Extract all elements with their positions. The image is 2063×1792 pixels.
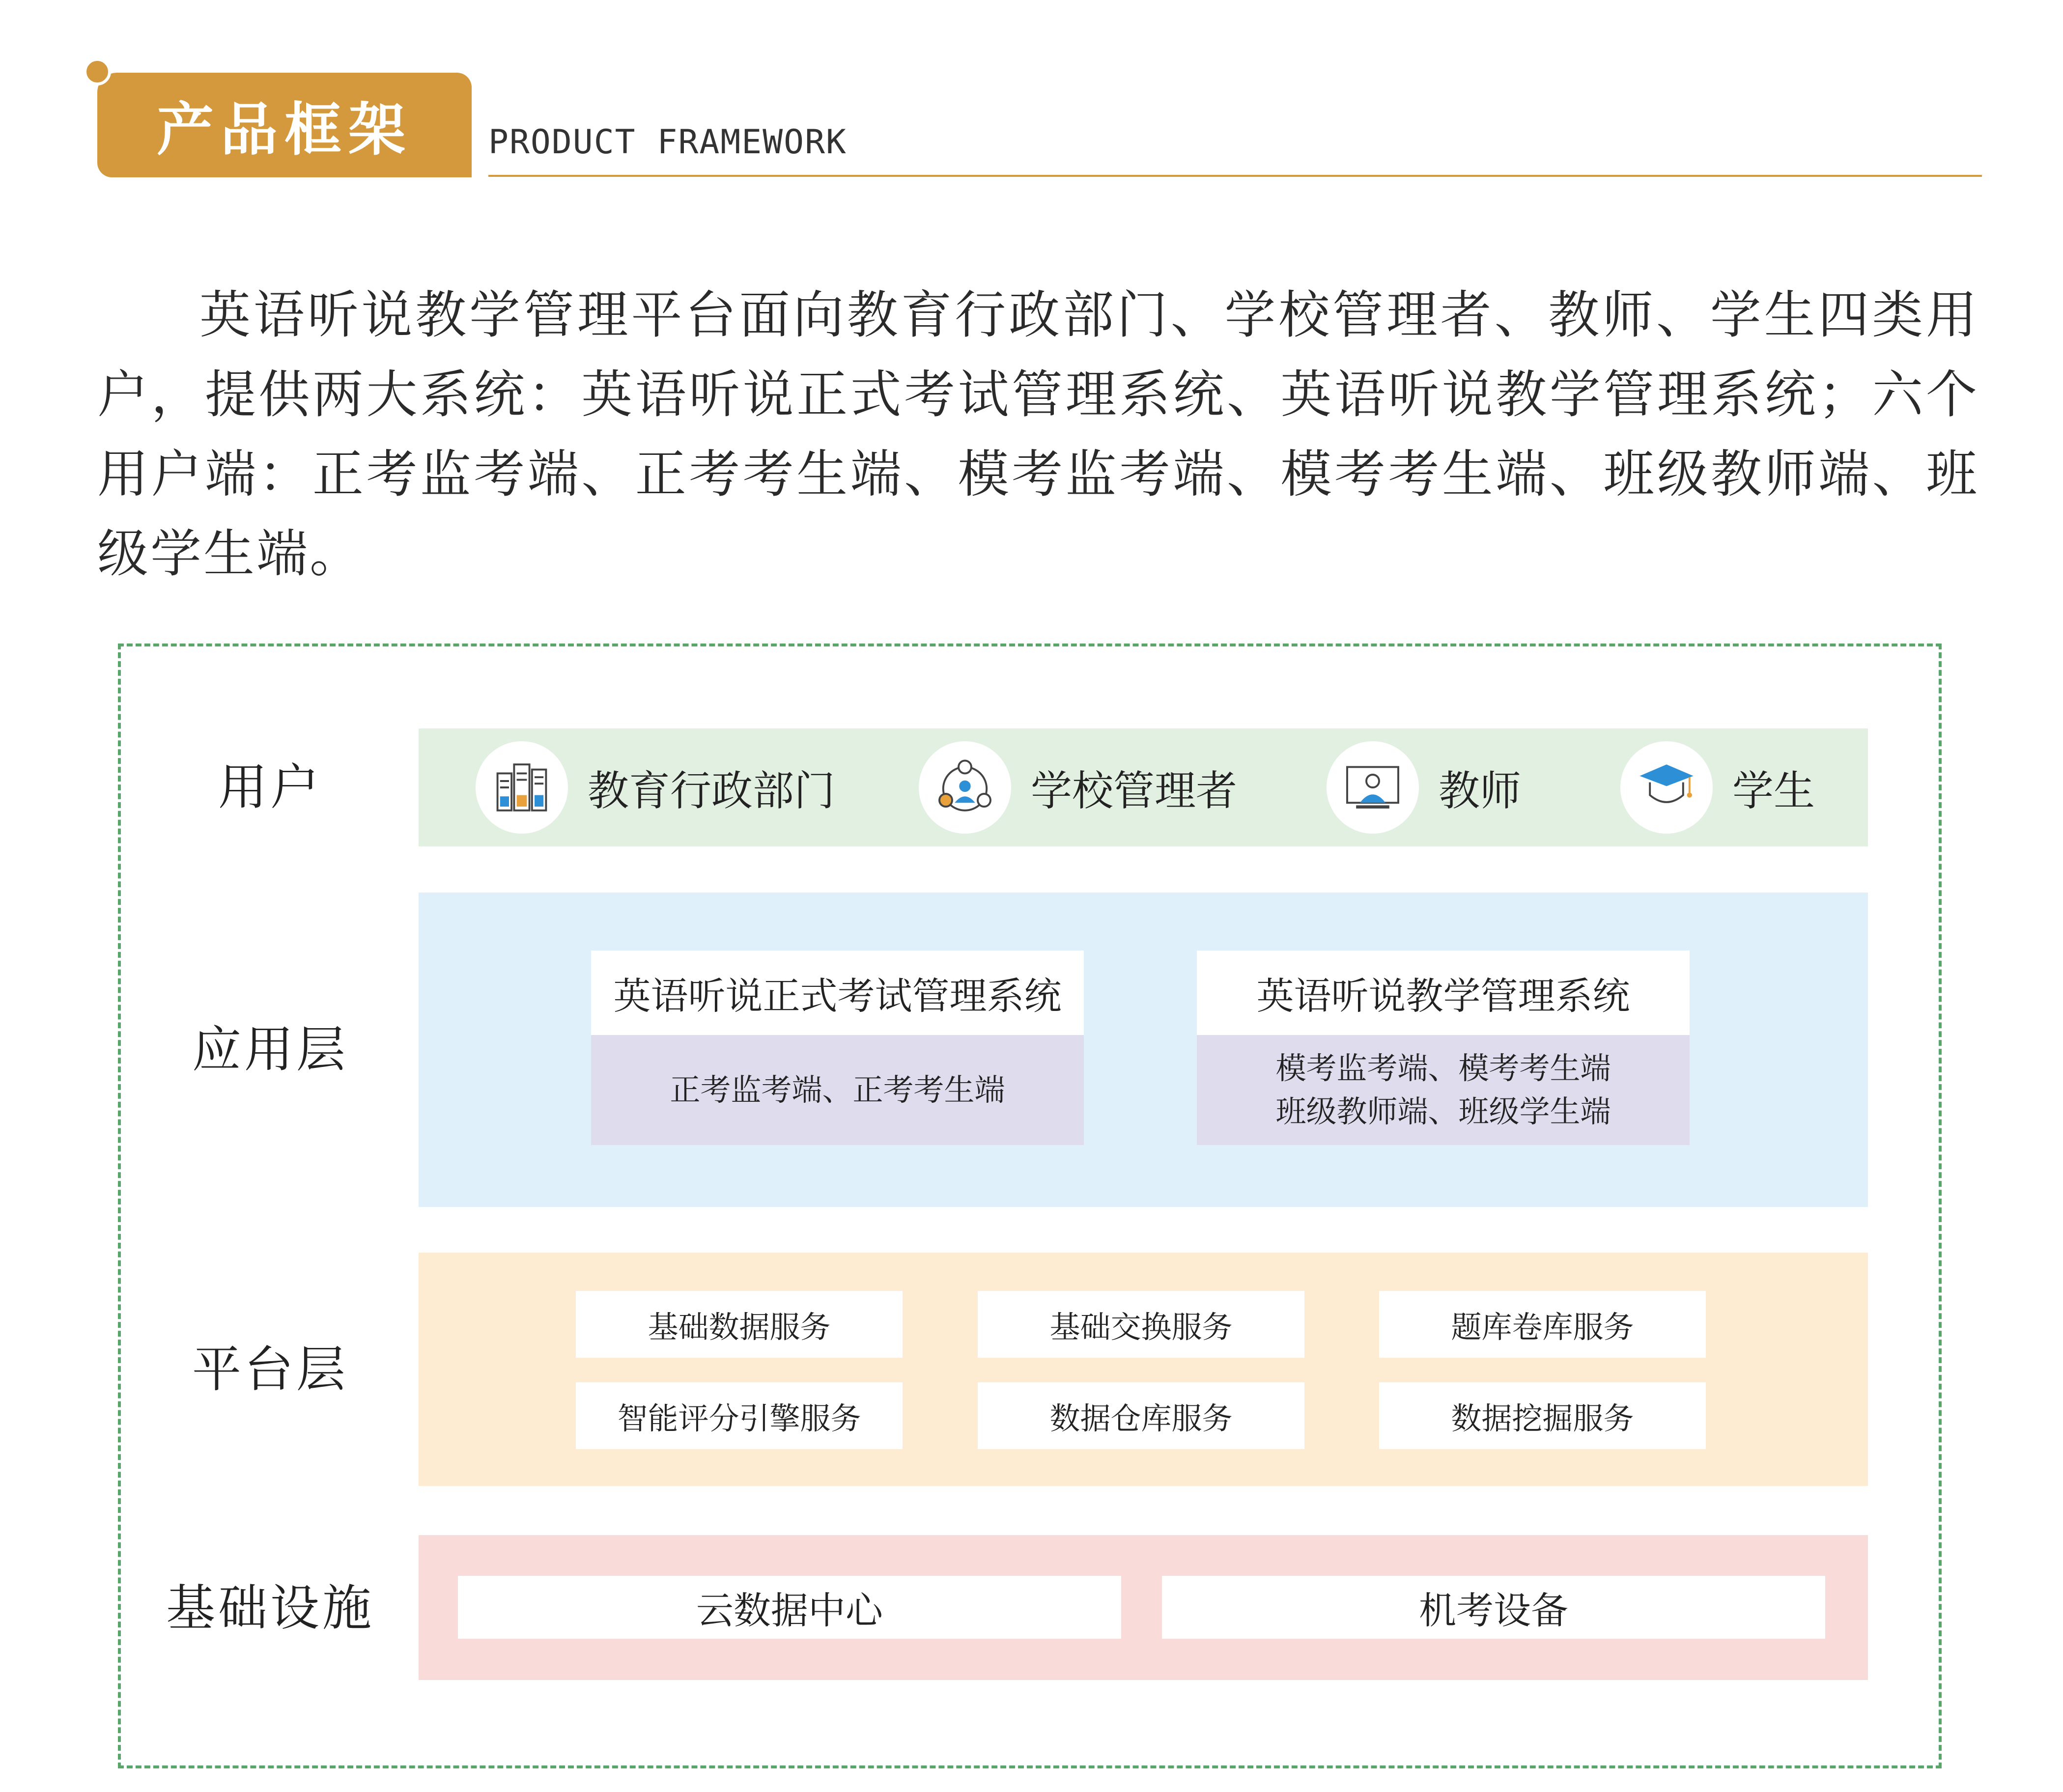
user-icon-circle — [919, 741, 1011, 834]
user-label: 教育行政部门 — [588, 766, 836, 815]
infra-box: 云数据中心 — [458, 1576, 1121, 1639]
service-box: 智能评分引擎服务 — [576, 1382, 903, 1449]
user-item-teacher — [1327, 741, 1521, 834]
service-box: 题库卷库服务 — [1379, 1291, 1706, 1358]
server-rack-icon — [490, 756, 554, 819]
user-icon-circle — [1327, 741, 1419, 834]
system-title: 英语听说正式考试管理系统 — [591, 951, 1084, 1035]
header-dot — [84, 58, 111, 85]
user-item-school-admin — [919, 741, 1237, 834]
layer-label-infrastructure: 基础设施 — [166, 1579, 374, 1637]
page-subtitle: PRODUCT FRAMEWORK — [488, 123, 847, 162]
infra-box: 机考设备 — [1162, 1576, 1825, 1639]
client-line: 班级教师端、班级学生端 — [1275, 1093, 1611, 1129]
layer-label-application: 应用层 — [192, 1021, 348, 1078]
system-clients — [1197, 1035, 1690, 1145]
header-underline — [488, 175, 1982, 177]
user-label: 学生 — [1732, 766, 1815, 815]
user-label: 教师 — [1439, 766, 1522, 815]
system-card-teaching — [1197, 951, 1690, 1145]
user-item-education-bureau — [476, 741, 835, 834]
graduation-cap-icon — [1635, 756, 1698, 819]
page-title: 产品框架 — [157, 97, 412, 163]
user-icon-circle — [476, 741, 568, 834]
user-icon-circle — [1620, 741, 1713, 834]
header-tab — [97, 73, 472, 177]
intro-paragraph: 英语听说教学管理平台面向教育行政部门、学校管理者、教师、学生四类用户，提供两大系统：英语听说正式考试管理系统、英语听说教学管理系统；六个用户端：正考监考端、正考考生端、模考监考端、模考考生端、班级教师端、班级学生端。 — [97, 285, 1979, 584]
system-card-exam — [591, 951, 1084, 1145]
user-item-student — [1620, 741, 1815, 834]
service-box: 基础数据服务 — [576, 1291, 903, 1358]
client-line: 正考监考端、正考考生端 — [670, 1072, 1005, 1108]
service-box: 数据挖掘服务 — [1379, 1382, 1706, 1449]
user-label: 学校管理者 — [1031, 766, 1238, 815]
system-clients — [591, 1035, 1084, 1145]
system-title: 英语听说教学管理系统 — [1197, 951, 1690, 1035]
client-line: 模考监考端、模考考生端 — [1275, 1050, 1611, 1086]
teacher-screen-icon — [1341, 756, 1405, 819]
layer-label-users: 用户 — [218, 758, 322, 816]
service-box: 基础交换服务 — [978, 1291, 1304, 1358]
layer-label-platform: 平台层 — [192, 1341, 348, 1398]
service-box: 数据仓库服务 — [978, 1382, 1304, 1449]
team-network-icon — [933, 756, 997, 819]
platform-band — [419, 1253, 1868, 1486]
